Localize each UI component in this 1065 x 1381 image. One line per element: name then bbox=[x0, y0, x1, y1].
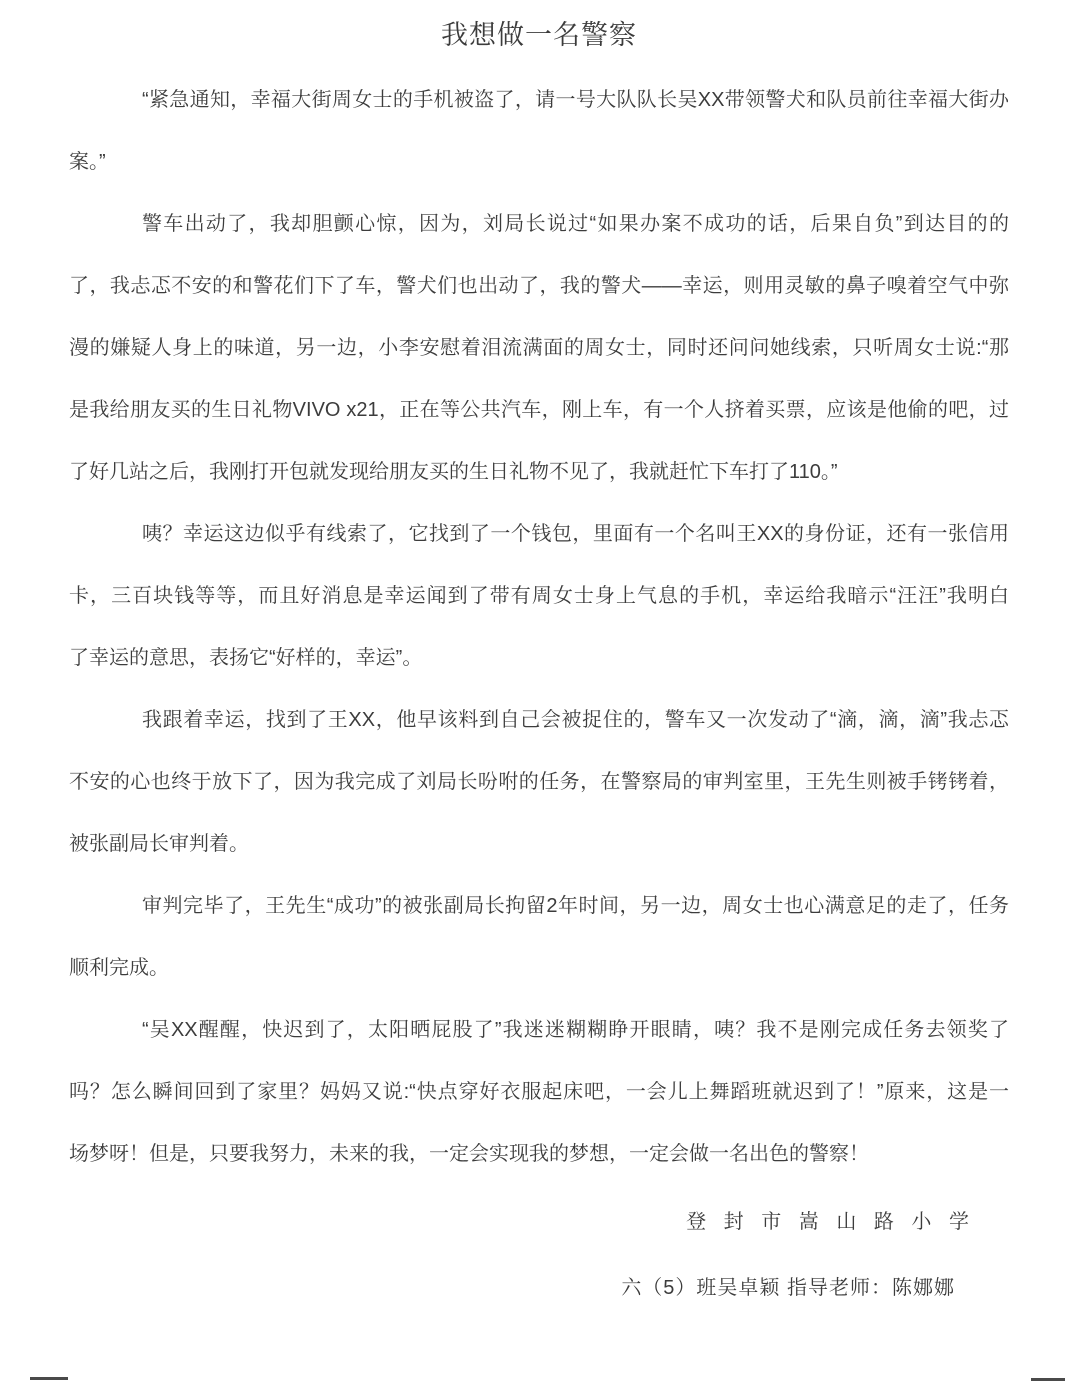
paragraph-1-line: “紧急通知，幸福大街周女士的手机被盗了，请一号大队队长吴XX带领警犬和队员前往幸福大街办 bbox=[142, 89, 1009, 111]
paragraph-5-line: 审判完毕了，王先生“成功”的被张副局长拘留2年时间，另一边，周女士也心满意足的走了，任务 bbox=[142, 895, 1009, 917]
paragraph-4-line: 我跟着幸运，找到了王XX，他早该料到自己会被捉住的，警车又一次发动了“滴，滴，滴”我忐忑 bbox=[142, 709, 1009, 731]
paragraph-2-line: 是我给朋友买的生日礼物VIVO x21，正在等公共汽车，刚上车，有一个人挤着买票，应该是他偷的吧，过 bbox=[69, 399, 1009, 421]
paragraph-1-line: 案。” bbox=[69, 151, 106, 173]
paragraph-2-line: 漫的嫌疑人身上的味道，另一边，小李安慰着泪流满面的周女士，同时还问问她线索，只听周女士说:“那 bbox=[69, 337, 1009, 359]
paragraph-2-line: 了好几站之后，我刚打开包就发现给朋友买的生日礼物不见了，我就赶忙下车打了110。” bbox=[69, 461, 838, 483]
paragraph-4-line: 不安的心也终于放下了，因为我完成了刘局长吩咐的任务，在警察局的审判室里，王先生则被手铐铐着， bbox=[69, 771, 1009, 793]
paragraph-2-line: 警车出动了，我却胆颤心惊，因为，刘局长说过“如果办案不成功的话，后果自负”到达目的的 bbox=[142, 213, 1009, 235]
paragraph-3-line: 卡，三百块钱等等，而且好消息是幸运闻到了带有周女士身上气息的手机，幸运给我暗示“汪汪”我明白 bbox=[69, 585, 1009, 607]
paragraph-6-line: “吴XX醒醒，快迟到了，太阳晒屁股了”我迷迷糊糊睁开眼睛，咦？我不是刚完成任务去领奖了 bbox=[142, 1019, 1009, 1041]
page-title: 我想做一名警察 bbox=[441, 20, 637, 50]
paragraph-6-line: 吗？怎么瞬间回到了家里？妈妈又说:“快点穿好衣服起床吧，一会儿上舞蹈班就迟到了！”原来，这是一 bbox=[69, 1081, 1009, 1103]
paragraph-3-line: 咦？幸运这边似乎有线索了，它找到了一个钱包，里面有一个名叫王XX的身份证，还有一张信用 bbox=[142, 523, 1009, 545]
paragraph-5-line: 顺利完成。 bbox=[69, 957, 169, 979]
essay-body bbox=[69, 69, 1009, 1185]
page-corner-mark-left bbox=[30, 1377, 68, 1380]
paragraph-2-line: 了，我忐忑不安的和警花们下了车，警犬们也出动了，我的警犬——幸运，则用灵敏的鼻子嗅着空气中弥 bbox=[69, 275, 1009, 297]
paragraph-6-line: 场梦呀！但是，只要我努力，未来的我，一定会实现我的梦想，一定会做一名出色的警察！ bbox=[69, 1143, 869, 1165]
paragraph-3-line: 了幸运的意思，表扬它“好样的，幸运”。 bbox=[69, 647, 423, 669]
paragraph-4-line: 被张副局长审判着。 bbox=[69, 833, 249, 855]
signature-author: 六（5）班吴卓颖 指导老师：陈娜娜 bbox=[621, 1277, 955, 1299]
signature-school: 登 封 市 嵩 山 路 小 学 bbox=[686, 1211, 975, 1233]
